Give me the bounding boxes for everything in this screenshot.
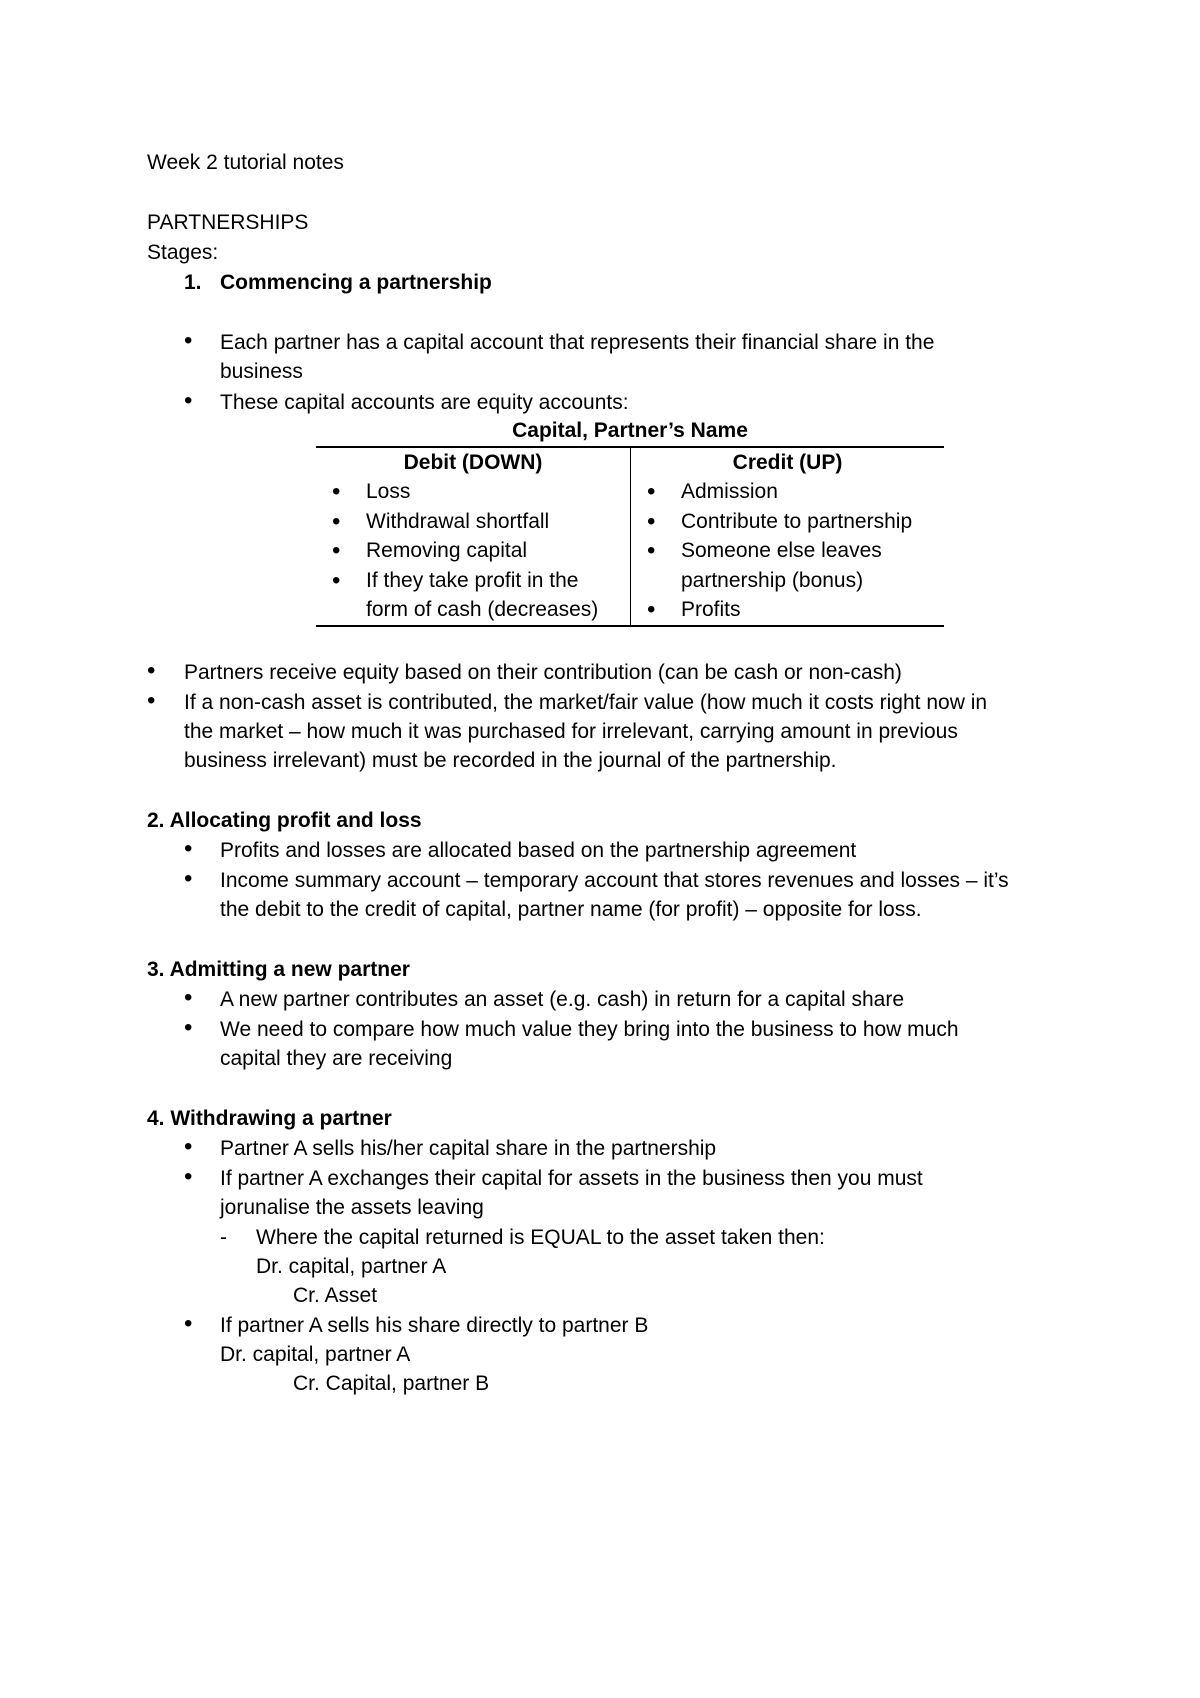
bullet-icon: • xyxy=(184,1163,193,1190)
bullet-text-continuation: business irrelevant) must be recorded in the journal of the partnership. xyxy=(184,749,837,772)
section-3-title: 3. Admitting a new partner xyxy=(147,958,410,981)
credit-item: • Someone else leaves partnership (bonus) xyxy=(681,536,911,595)
journal-debit-line: Dr. capital, partner A xyxy=(220,1343,411,1366)
bullet-text: Each partner has a capital account that represents their financial share in the xyxy=(220,331,935,354)
bullet-icon: • xyxy=(147,687,156,714)
bullet-text-continuation: jorunalise the assets leaving xyxy=(220,1196,484,1219)
bullet-text: Partner A sells his/her capital share in the partnership xyxy=(220,1137,717,1160)
bullet-text: A new partner contributes an asset (e.g. cash) in return for a capital share xyxy=(220,988,905,1011)
credit-item: • Admission xyxy=(681,477,944,507)
bullet-icon: • xyxy=(147,657,156,684)
bullet-text: If a non-cash asset is contributed, the market/fair value (how much it costs right now in xyxy=(184,691,988,714)
section-4-title: 4. Withdrawing a partner xyxy=(147,1107,392,1130)
bullet-text: If partner A exchanges their capital for assets in the business then you must xyxy=(220,1167,923,1190)
bullet-text: Profits and losses are allocated based on the partnership agreement xyxy=(220,839,857,862)
bullet-icon: • xyxy=(184,1133,193,1160)
section-heading-partnerships: PARTNERSHIPS xyxy=(147,211,309,234)
bullet-icon: • xyxy=(184,327,193,354)
debit-item: • Loss xyxy=(366,477,630,507)
stages-label: Stages: xyxy=(147,241,219,264)
bullet-icon: • xyxy=(184,1310,193,1337)
dash-item-text: Where the capital returned is EQUAL to the asset taken then: xyxy=(256,1226,825,1249)
credit-item: • Contribute to partnership xyxy=(681,507,944,537)
debit-item: • Withdrawal shortfall xyxy=(366,507,630,537)
section-1-number: 1. xyxy=(184,271,202,294)
bullet-text-continuation: business xyxy=(220,360,303,383)
bullet-text: We need to compare how much value they bring into the business to how much xyxy=(220,1018,959,1041)
document-title: Week 2 tutorial notes xyxy=(147,151,344,174)
bullet-icon: • xyxy=(184,984,193,1011)
debit-item: • If they take profit in the form of cash (decreases) xyxy=(366,566,611,625)
section-2-title: 2. Allocating profit and loss xyxy=(147,809,422,832)
bullet-icon: • xyxy=(184,865,193,892)
debit-column-header: Debit (DOWN) xyxy=(316,447,631,478)
bullet-icon: • xyxy=(184,1014,193,1041)
bullet-text: If partner A sells his share directly to partner B xyxy=(220,1314,649,1337)
credit-column-header: Credit (UP) xyxy=(631,447,945,478)
journal-credit-line: Cr. Asset xyxy=(293,1284,378,1307)
bullet-icon: • xyxy=(184,835,193,862)
bullet-text: These capital accounts are equity accounts: xyxy=(220,391,629,414)
dash-marker: - xyxy=(220,1226,227,1249)
capital-account-table xyxy=(316,416,944,627)
bullet-text-continuation: the debit to the credit of capital, partner name (for profit) – opposite for loss. xyxy=(220,898,922,921)
table-caption: Capital, Partner’s Name xyxy=(512,419,748,442)
section-1-title: Commencing a partnership xyxy=(220,271,492,294)
bullet-text-continuation: the market – how much it was purchased for irrelevant, carrying amount in previous xyxy=(184,720,958,743)
debit-column xyxy=(316,477,631,626)
bullet-text-continuation: capital they are receiving xyxy=(220,1047,453,1070)
journal-debit-line: Dr. capital, partner A xyxy=(256,1255,447,1278)
bullet-icon: • xyxy=(184,387,193,414)
credit-column xyxy=(631,477,945,626)
bullet-text: Partners receive equity based on their contribution (can be cash or non-cash) xyxy=(184,661,902,684)
credit-item: • Profits xyxy=(681,595,944,625)
debit-item: • Removing capital xyxy=(366,536,630,566)
journal-credit-line: Cr. Capital, partner B xyxy=(293,1372,490,1395)
bullet-text: Income summary account – temporary account that stores revenues and losses – it’s xyxy=(220,869,1009,892)
